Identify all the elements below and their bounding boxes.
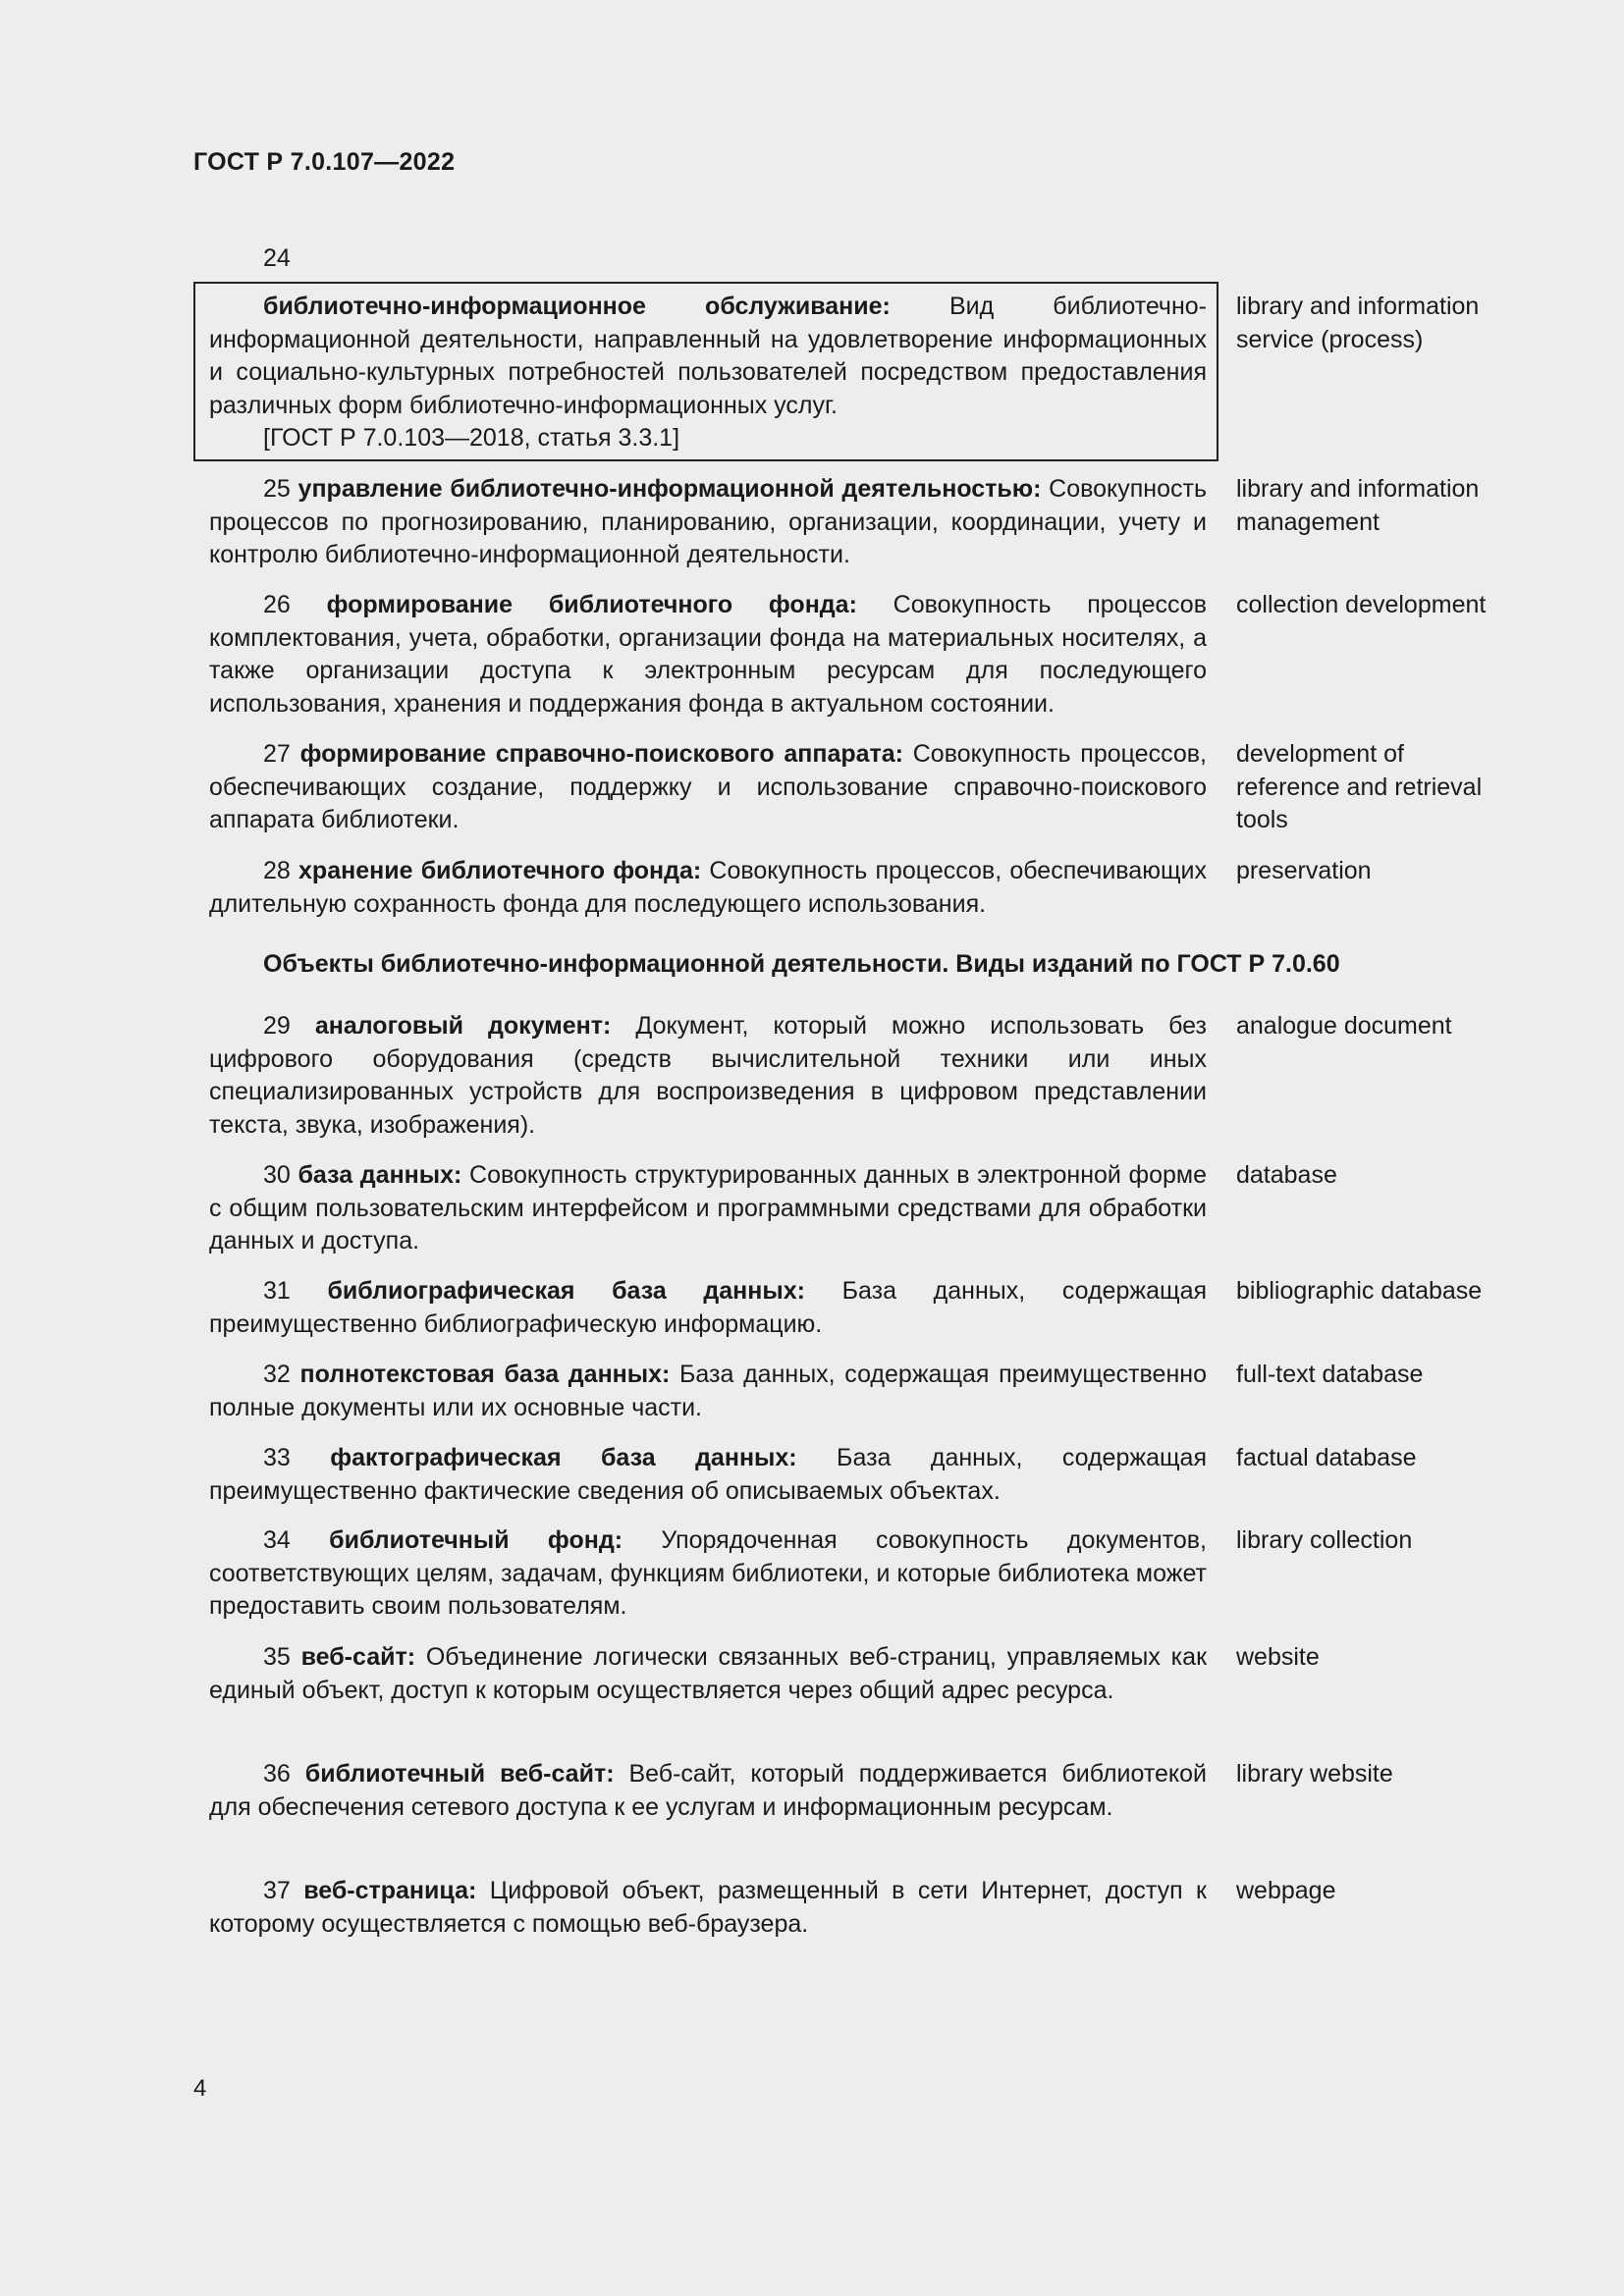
entry-definition: Документ, который можно использовать без цифрового оборудования (средств вычислительной техники или иных специализированных устройств для воспроизведения в цифровом представлении текста, звука, изображения).	[209, 1012, 1207, 1139]
entry-term: библиотечный веб-сайт:	[304, 1760, 615, 1788]
entry-definition: Объединение логически связанных веб-страниц, управляемых как единый объект, доступ к которым осуществляется через общий адрес ресурса.	[209, 1643, 1208, 1704]
entry-35	[209, 1641, 1207, 1707]
entry-25	[209, 473, 1207, 572]
entry-37	[209, 1875, 1207, 1941]
entry-term: хранение библиотечного фонда:	[298, 857, 702, 884]
entry-26	[209, 589, 1207, 721]
entry-30-en-term: database	[1236, 1161, 1337, 1189]
entry-36	[209, 1758, 1207, 1824]
entry-37-en-term: webpage	[1236, 1877, 1336, 1904]
entry-term: база данных:	[298, 1161, 462, 1189]
entry-34	[209, 1524, 1207, 1624]
entry-term: формирование библиотечного фонда:	[326, 591, 857, 618]
entry-number: 35	[263, 1643, 291, 1671]
entry-term: фактографическая база данных:	[330, 1444, 797, 1471]
entry-term: полнотекстовая база данных:	[299, 1361, 671, 1388]
entry-definition: Упорядоченная совокупность документов, соответствующих целям, задачам, функциям библиотеки, и которые библиотека может предоставить своим пользователям.	[209, 1526, 1207, 1620]
entry-number: 30	[263, 1161, 291, 1189]
entry-term: аналоговый документ:	[314, 1012, 612, 1040]
page-number: 4	[193, 2075, 207, 2102]
entry-number: 31	[263, 1277, 291, 1305]
entry-35-en-term: website	[1236, 1643, 1320, 1671]
entry-28-en-term: preservation	[1236, 857, 1372, 884]
entry-number: 26	[263, 591, 291, 618]
entry-36-en-term: library website	[1236, 1760, 1393, 1788]
entry-definition: Веб-сайт, который поддерживается библиотекой для обеспечения сетевого доступа к ее услугам и информационным ресурсам.	[209, 1760, 1208, 1821]
entry-34-en-term: library collection	[1236, 1526, 1413, 1554]
entry-32-en-term: full-text database	[1236, 1361, 1424, 1388]
entry-definition: Совокупность процессов по прогнозированию, планированию, организации, координации, учету и контролю библиотечно-информационной деятельности.	[209, 475, 1207, 568]
section-heading: Объекты библиотечно-информационной деятельности. Виды изданий по ГОСТ Р 7.0.60	[263, 950, 1340, 978]
entry-29-en-term: analogue document	[1236, 1012, 1452, 1040]
entry-number: 28	[263, 857, 291, 884]
entry-definition: Вид библиотечно-информационной деятельности, направленный на удовлетворение информационных и социально-культурных потребностей пользователей посредством предоставления различных форм библиотечно-информационных услуг.	[209, 293, 1207, 419]
entry-32	[209, 1359, 1207, 1424]
entry-28	[209, 855, 1207, 921]
entry-31-en-term: bibliographic database	[1236, 1277, 1483, 1305]
entry-33-en-term: factual database	[1236, 1444, 1417, 1471]
entry-term: веб-страница:	[303, 1877, 477, 1904]
entry-definition: Совокупность процессов комплектования, учета, обработки, организации фонда на материальных носителях, а также организации доступа к электронным ресурсам для последующего использования, хранения и поддержания фонда в актуальном состоянии.	[209, 591, 1207, 718]
entry-number: 36	[263, 1760, 291, 1788]
entry-definition: Совокупность процессов, обеспечивающих длительную сохранность фонда для последующего использования.	[209, 857, 1207, 918]
entry-29	[209, 1010, 1207, 1142]
entry-33	[209, 1442, 1207, 1508]
entry-definition: База данных, содержащая преимущественно полные документы или их основные части.	[209, 1361, 1207, 1421]
entry-27	[209, 738, 1207, 837]
entry-number: 25	[263, 475, 291, 503]
entry-term: веб-сайт:	[300, 1643, 416, 1671]
entry-25-en-term: library and information management	[1236, 475, 1480, 536]
entry-source-reference: [ГОСТ Р 7.0.103—2018, статья 3.3.1]	[263, 424, 680, 452]
entry-26-en-term: collection development	[1236, 591, 1487, 618]
entry-term: формирование справочно-поискового аппарата:	[299, 740, 904, 768]
entry-number: 37	[263, 1877, 291, 1904]
entry-24	[209, 291, 1207, 455]
entry-31	[209, 1275, 1207, 1341]
entry-number: 29	[263, 1012, 291, 1040]
entry-number: 33	[263, 1444, 291, 1471]
entry-number: 34	[263, 1526, 291, 1554]
entry-term: управление библиотечно-информационной деятельностью:	[298, 475, 1042, 503]
entry-30	[209, 1159, 1207, 1258]
entry-number: 32	[263, 1361, 291, 1388]
entry-definition: Цифровой объект, размещенный в сети Интернет, доступ к которому осуществляется с помощью веб-браузера.	[209, 1877, 1207, 1938]
entry-24-number: 24	[263, 244, 291, 272]
page-title: ГОСТ Р 7.0.107—2022	[193, 148, 456, 176]
entry-24-en-term: library and information service (process)	[1236, 293, 1480, 353]
entry-definition: Совокупность процессов, обеспечивающих создание, поддержку и использование справочно-поискового аппарата библиотеки.	[209, 740, 1207, 833]
entry-definition: База данных, содержащая преимущественно библиографическую информацию.	[209, 1277, 1208, 1338]
entry-definition: База данных, содержащая преимущественно фактические сведения об описываемых объектах.	[209, 1444, 1207, 1505]
entry-term: библиотечный фонд:	[329, 1526, 623, 1554]
entry-number: 27	[263, 740, 291, 768]
entry-definition: Совокупность структурированных данных в электронной форме с общим пользовательским интерфейсом и программными средствами для обработки данных и доступа.	[209, 1161, 1208, 1255]
entry-term: библиотечно-информационное обслуживание:	[263, 293, 891, 320]
entry-27-en-term: development of reference and retrieval tools	[1236, 740, 1483, 833]
entry-term: библиографическая база данных:	[327, 1277, 805, 1305]
